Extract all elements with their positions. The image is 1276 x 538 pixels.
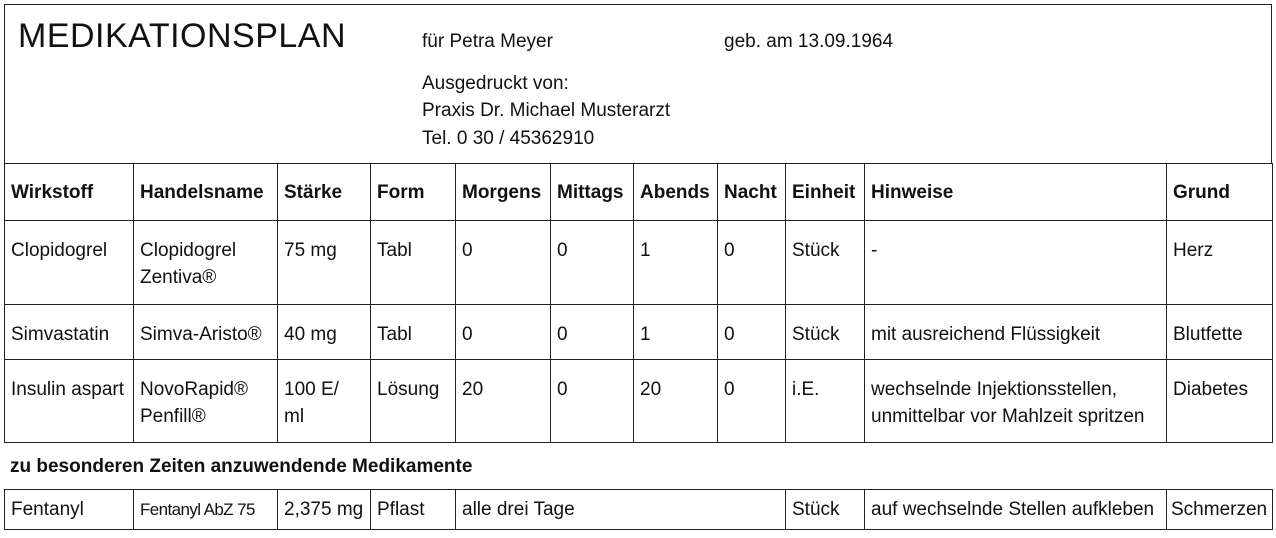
cell-handelsname — [134, 490, 278, 530]
cell-wirkstoff — [5, 221, 134, 305]
cell-form — [371, 305, 456, 360]
special-row — [5, 490, 1273, 530]
grund-text: Herz — [1173, 240, 1214, 261]
cell-nacht — [718, 360, 786, 443]
cell-handelsname — [134, 305, 278, 360]
einheit-text: Stück — [792, 240, 840, 261]
wirkstoff-text: Insulin aspart — [11, 379, 125, 400]
col-morgens: Morgens — [456, 164, 551, 221]
cell-wirkstoff — [5, 360, 134, 443]
cell-grund — [1167, 360, 1273, 443]
cell-mittags — [551, 221, 634, 305]
staerke-line1: 100 E/ — [284, 379, 339, 400]
hinweise-line2: unmittelbar vor Mahlzeit spritzen — [871, 406, 1145, 427]
table-header-row — [5, 164, 1273, 221]
cell-nacht — [718, 305, 786, 360]
cell-schedule: alle drei Tage — [456, 490, 786, 530]
cell-mittags — [551, 305, 634, 360]
handelsname-line2: Penfill® — [140, 406, 206, 427]
col-form: Form — [371, 164, 456, 221]
cell-einheit — [786, 305, 865, 360]
mittags-value: 0 — [557, 324, 568, 345]
einheit-text: i.E. — [792, 379, 820, 400]
cell-staerke — [278, 360, 371, 443]
form-text: Lösung — [377, 379, 440, 400]
grund-text: Blutfette — [1173, 324, 1243, 345]
cell-einheit: Stück — [786, 490, 865, 530]
form-text: Tabl — [377, 324, 412, 345]
cell-nacht — [718, 221, 786, 305]
col-staerke: Stärke — [278, 164, 371, 221]
col-wirkstoff: Wirkstoff — [5, 164, 134, 221]
cell-staerke — [278, 221, 371, 305]
cell-hinweise: auf wechselnde Stellen aufkleben — [865, 490, 1167, 530]
cell-abends — [634, 360, 718, 443]
col-mittags: Mittags — [551, 164, 634, 221]
staerke-line1: 75 mg — [284, 240, 337, 261]
cell-einheit — [786, 360, 865, 443]
col-einheit: Einheit — [786, 164, 865, 221]
handelsname-line1: NovoRapid® — [140, 379, 248, 400]
cell-form — [371, 221, 456, 305]
wirkstoff-text: Simvastatin — [11, 324, 110, 345]
cell-morgens — [456, 221, 551, 305]
abends-value: 20 — [640, 379, 662, 400]
patient-name: für Petra Meyer — [422, 31, 553, 52]
nacht-value: 0 — [724, 240, 735, 261]
hinweise-line1: mit ausreichend Flüssigkeit — [871, 324, 1101, 345]
practice-name: Praxis Dr. Michael Musterarzt — [422, 100, 671, 121]
cell-staerke: 2,375 mg — [278, 490, 371, 530]
staerke-line2: ml — [284, 406, 305, 427]
morgens-value: 0 — [462, 240, 473, 261]
cell-abends — [634, 305, 718, 360]
cell-einheit — [786, 221, 865, 305]
col-hinweise: Hinweise — [865, 164, 1167, 221]
cell-wirkstoff: Fentanyl — [5, 490, 134, 530]
cell-form: Pflast — [371, 490, 456, 530]
nacht-value: 0 — [724, 379, 735, 400]
printed-by-label: Ausgedruckt von: — [422, 73, 569, 94]
cell-mittags — [551, 360, 634, 443]
birth-date: geb. am 13.09.1964 — [724, 31, 894, 52]
cell-grund — [1167, 221, 1273, 305]
cell-hinweise — [865, 360, 1167, 443]
cell-morgens — [456, 305, 551, 360]
hinweise-line1: - — [871, 240, 878, 261]
practice-phone: Tel. 0 30 / 45362910 — [422, 128, 595, 149]
mittags-value: 0 — [557, 379, 568, 400]
mittags-value: 0 — [557, 240, 568, 261]
cell-hinweise — [865, 221, 1167, 305]
handelsname-line1: Simva-Aristo® — [140, 324, 262, 345]
grund-text: Diabetes — [1173, 379, 1248, 400]
wirkstoff-text: Clopidogrel — [11, 240, 108, 261]
medication-table — [4, 163, 1273, 443]
handelsname-text: Fentanyl AbZ 75 — [140, 500, 255, 519]
cell-wirkstoff — [5, 305, 134, 360]
handelsname-line2: Zentiva® — [140, 267, 217, 288]
col-grund: Grund — [1167, 164, 1273, 221]
cell-hinweise — [865, 305, 1167, 360]
cell-handelsname — [134, 360, 278, 443]
special-medication-table — [4, 489, 1273, 530]
einheit-text: Stück — [792, 324, 840, 345]
abends-value: 1 — [640, 240, 651, 261]
staerke-line1: 40 mg — [284, 324, 337, 345]
table-row — [5, 305, 1273, 360]
morgens-value: 20 — [462, 379, 484, 400]
page-title: MEDIKATIONSPLAN — [18, 17, 347, 55]
form-text: Tabl — [377, 240, 412, 261]
cell-handelsname — [134, 221, 278, 305]
cell-form — [371, 360, 456, 443]
special-heading: zu besonderen Zeiten anzuwendende Medikamente — [10, 456, 473, 477]
abends-value: 1 — [640, 324, 651, 345]
handelsname-line1: Clopidogrel — [140, 240, 237, 261]
nacht-value: 0 — [724, 324, 735, 345]
table-row — [5, 360, 1273, 443]
hinweise-line1: wechselnde Injektionsstellen, — [871, 379, 1118, 400]
morgens-value: 0 — [462, 324, 473, 345]
cell-staerke — [278, 305, 371, 360]
col-abends: Abends — [634, 164, 718, 221]
cell-grund: Schmerzen — [1167, 490, 1273, 530]
cell-grund — [1167, 305, 1273, 360]
table-row — [5, 221, 1273, 305]
cell-morgens — [456, 360, 551, 443]
col-nacht: Nacht — [718, 164, 786, 221]
col-handelsname: Handelsname — [134, 164, 278, 221]
cell-abends — [634, 221, 718, 305]
